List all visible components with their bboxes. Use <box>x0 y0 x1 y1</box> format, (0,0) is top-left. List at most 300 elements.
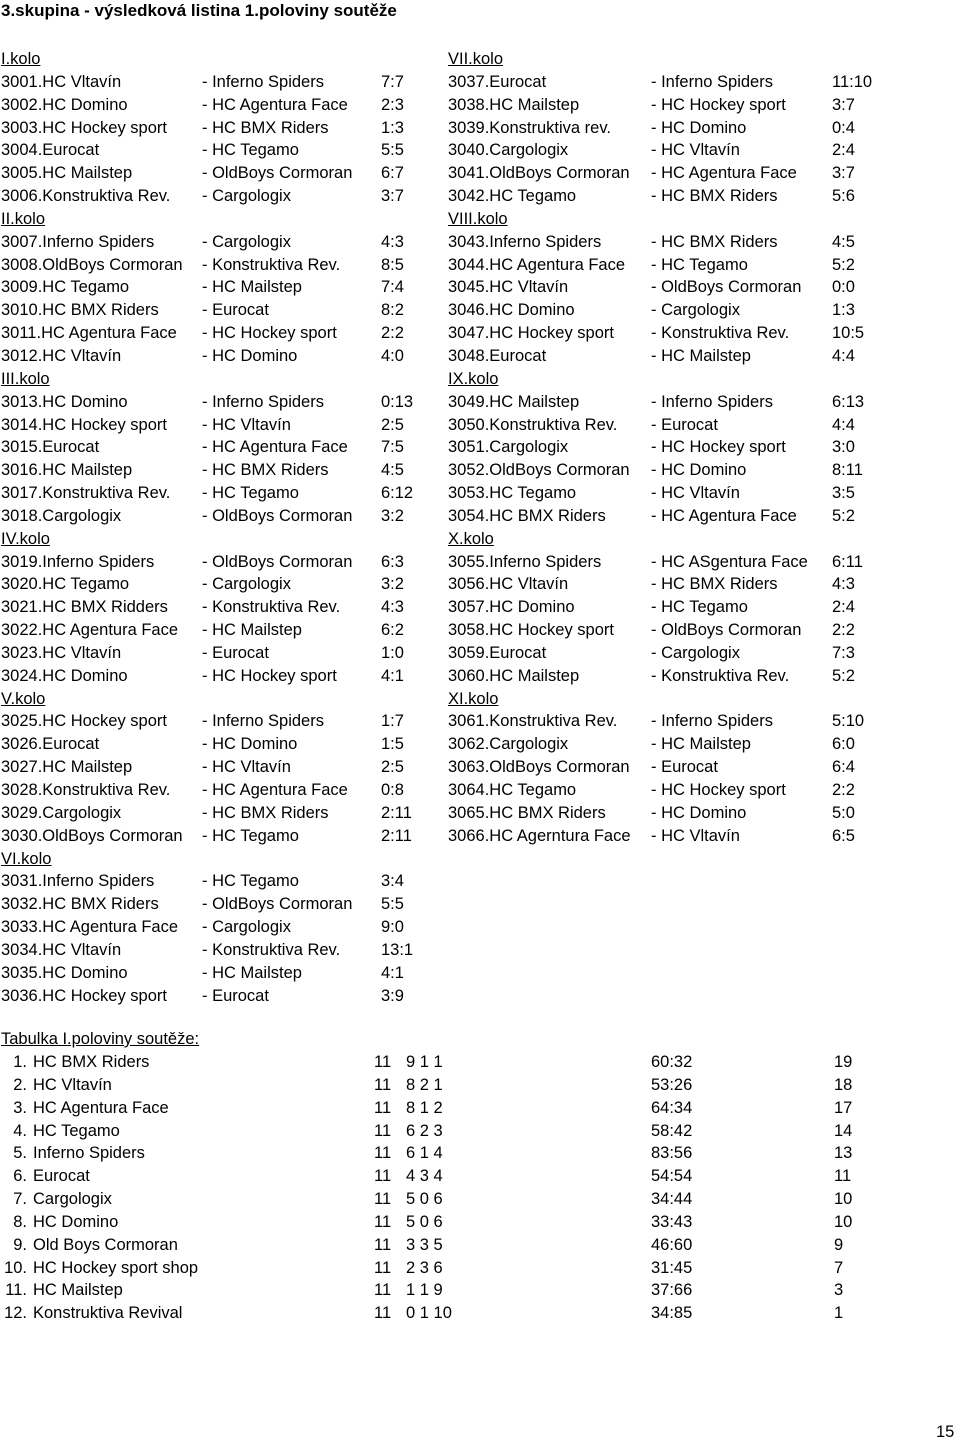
match-score: 4:3 <box>381 598 404 617</box>
match-home-team: 3054.HC BMX Riders <box>448 506 606 525</box>
match-away-team: - HC BMX Riders <box>651 187 778 206</box>
match-away-team: - HC Hockey sport <box>651 95 786 114</box>
standings-goals: 31:45 <box>651 1258 693 1277</box>
match-row <box>1 985 441 1008</box>
match-away-team: - Konstruktiva Rev. <box>202 598 341 617</box>
match-score: 3:2 <box>381 506 404 525</box>
standings-team: HC Tegamo <box>33 1121 120 1140</box>
match-row <box>448 345 908 368</box>
match-row <box>448 505 908 528</box>
match-home-team: 3044.HC Agentura Face <box>448 255 626 274</box>
standings-row <box>0 1279 960 1302</box>
match-away-team: - HC Vltavín <box>202 415 291 434</box>
round-label: VI.kolo <box>1 849 52 868</box>
match-home-team: 3046.HC Domino <box>448 301 575 320</box>
standings-record: 4 3 4 <box>406 1167 443 1186</box>
match-away-team: - OldBoys Cormoran <box>202 506 353 525</box>
match-score: 2:2 <box>832 781 855 799</box>
standings-team: HC Agentura Face <box>33 1098 169 1117</box>
match-away-team: - Inferno Spiders <box>202 392 324 411</box>
match-row <box>1 139 441 162</box>
standings-games: 11 <box>374 1167 392 1186</box>
match-away-team: - Inferno Spiders <box>202 712 324 731</box>
round-label: VIII.kolo <box>448 209 508 228</box>
standings-table <box>0 1051 960 1325</box>
match-home-team: 3056.HC Vltavín <box>448 575 569 594</box>
round-label: V.kolo <box>1 689 46 708</box>
standings-team: Old Boys Cormoran <box>33 1235 178 1254</box>
match-away-team: - HC Tegamo <box>651 255 748 274</box>
match-score: 5:2 <box>832 666 855 685</box>
match-away-team: - Eurocat <box>202 986 269 1005</box>
standings-goals: 33:43 <box>651 1212 693 1231</box>
standings-row <box>0 1188 960 1211</box>
standings-row <box>0 1211 960 1234</box>
standings-team: HC Vltavín <box>33 1075 112 1094</box>
match-row <box>1 71 441 94</box>
match-row <box>448 414 908 437</box>
match-score: 1:7 <box>381 712 404 731</box>
standings-record: 0 1 10 <box>406 1304 452 1323</box>
match-away-team: - HC Mailstep <box>651 735 751 754</box>
match-row <box>448 254 908 277</box>
match-home-team: 3023.HC Vltavín <box>1 643 122 662</box>
match-home-team: 3055.Inferno Spiders <box>448 552 602 571</box>
match-home-team: 3066.HC Agerntura Face <box>448 826 631 845</box>
standings-record: 1 1 9 <box>406 1281 443 1300</box>
match-row <box>1 573 441 596</box>
match-row <box>1 436 441 459</box>
match-score: 2:2 <box>832 621 855 640</box>
match-away-team: - HC Hockey sport <box>202 324 337 343</box>
match-score: 6:11 <box>832 552 863 571</box>
match-away-team: - HC Vltavín <box>651 484 740 503</box>
match-row <box>1 870 441 893</box>
match-home-team: 3038.HC Mailstep <box>448 95 580 114</box>
standings-record: 5 0 6 <box>406 1190 443 1209</box>
standings-games: 11 <box>374 1121 392 1140</box>
match-home-team: 3048.Eurocat <box>448 346 547 365</box>
standings-team: HC BMX Riders <box>33 1053 150 1071</box>
standings-team: Konstruktiva Revival <box>33 1304 183 1323</box>
match-away-team: - Cargologix <box>202 187 291 206</box>
standings-record: 6 1 4 <box>406 1144 443 1163</box>
standings-rank: 11. <box>5 1281 27 1300</box>
standings-goals: 34:44 <box>651 1190 693 1209</box>
match-away-team: - HC Agentura Face <box>202 438 348 457</box>
standings-rank: 4. <box>13 1121 27 1140</box>
match-row <box>448 619 908 642</box>
match-home-team: 3007.Inferno Spiders <box>1 232 155 251</box>
match-row <box>448 94 908 117</box>
match-row <box>448 825 908 848</box>
match-row <box>1 802 441 825</box>
page-title: 3.skupina - výsledková listina 1.poloviny soutěže <box>1 1 397 20</box>
match-home-team: 3019.Inferno Spiders <box>1 552 155 571</box>
match-row <box>1 117 441 140</box>
match-row <box>448 276 908 299</box>
match-score: 6:3 <box>381 552 404 571</box>
match-row <box>1 505 441 528</box>
results-left-column <box>1 48 441 1007</box>
standings-goals: 54:54 <box>651 1167 693 1186</box>
standings-goals: 46:60 <box>651 1235 693 1254</box>
match-row <box>1 710 441 733</box>
round-label: IX.kolo <box>448 369 499 388</box>
match-home-team: 3047.HC Hockey sport <box>448 324 614 343</box>
match-home-team: 3062.Cargologix <box>448 735 569 754</box>
match-away-team: - Cargologix <box>202 918 291 937</box>
match-home-team: 3015.Eurocat <box>1 438 100 457</box>
match-row <box>1 391 441 414</box>
match-away-team: - Konstruktiva Rev. <box>202 255 341 274</box>
standings-team: Cargologix <box>33 1190 112 1209</box>
match-row <box>1 299 441 322</box>
match-away-team: - HC Mailstep <box>202 621 302 640</box>
standings-rank: 8. <box>13 1212 27 1231</box>
match-score: 7:5 <box>381 438 404 457</box>
standings-team: HC Mailstep <box>33 1281 123 1300</box>
match-score: 7:3 <box>832 643 855 662</box>
match-away-team: - HC BMX Riders <box>202 803 329 822</box>
match-home-team: 3033.HC Agentura Face <box>1 918 179 937</box>
match-row <box>1 254 441 277</box>
match-home-team: 3017.Konstruktiva Rev. <box>1 484 171 503</box>
match-row <box>1 231 441 254</box>
match-away-team: - HC Domino <box>202 346 298 365</box>
match-home-team: 3057.HC Domino <box>448 598 575 617</box>
match-score: 5:2 <box>832 255 855 274</box>
standings-points: 14 <box>834 1121 853 1140</box>
match-row <box>448 733 908 756</box>
standings-rank: 7. <box>13 1190 27 1209</box>
match-row <box>1 642 441 665</box>
match-score: 2:11 <box>381 803 412 822</box>
standings-points: 1 <box>834 1304 844 1323</box>
page-number: 15 <box>936 1423 955 1441</box>
match-home-team: 3037.Eurocat <box>448 72 547 91</box>
match-away-team: - OldBoys Cormoran <box>651 278 802 297</box>
match-score: 3:9 <box>381 986 404 1005</box>
match-home-team: 3013.HC Domino <box>1 392 128 411</box>
match-score: 3:4 <box>381 872 404 891</box>
match-score: 1:0 <box>381 643 404 662</box>
match-row <box>1 551 441 574</box>
match-away-team: - HC BMX Riders <box>202 118 329 137</box>
match-row <box>1 939 441 962</box>
match-home-team: 3028.Konstruktiva Rev. <box>1 781 171 799</box>
match-home-team: 3012.HC Vltavín <box>1 346 122 365</box>
match-score: 6:4 <box>832 758 855 777</box>
match-home-team: 3050.Konstruktiva Rev. <box>448 415 618 434</box>
match-score: 5:2 <box>832 506 855 525</box>
match-row <box>1 665 441 688</box>
standings-rank: 1. <box>13 1053 27 1071</box>
match-score: 5:0 <box>832 803 855 822</box>
standings-rank: 3. <box>13 1098 27 1117</box>
match-row <box>1 825 441 848</box>
standings-games: 11 <box>374 1190 392 1209</box>
match-row <box>1 276 441 299</box>
match-row <box>1 162 441 185</box>
match-row <box>448 117 908 140</box>
match-score: 7:4 <box>381 278 404 297</box>
match-home-team: 3018.Cargologix <box>1 506 122 525</box>
standings-record: 9 1 1 <box>406 1053 443 1071</box>
match-score: 8:2 <box>381 301 404 320</box>
match-score: 3:7 <box>832 164 855 183</box>
standings-rank: 12. <box>4 1304 27 1323</box>
match-away-team: - HC Mailstep <box>202 963 302 982</box>
match-row <box>448 71 908 94</box>
match-score: 8:5 <box>381 255 404 274</box>
match-row <box>1 322 441 345</box>
standings-row <box>0 1097 960 1120</box>
match-home-team: 3041.OldBoys Cormoran <box>448 164 630 183</box>
match-row <box>1 893 441 916</box>
standings-record: 2 3 6 <box>406 1258 443 1277</box>
match-home-team: 3032.HC BMX Riders <box>1 895 159 914</box>
match-row <box>448 779 908 802</box>
standings-games: 11 <box>374 1212 392 1231</box>
match-away-team: - HC Agentura Face <box>202 95 348 114</box>
match-score: 4:4 <box>832 415 855 434</box>
match-row <box>448 436 908 459</box>
match-away-team: - Cargologix <box>651 301 740 320</box>
match-away-team: - OldBoys Cormoran <box>202 895 353 914</box>
match-row <box>448 185 908 208</box>
match-away-team: - HC Vltavín <box>651 826 740 845</box>
match-row <box>1 779 441 802</box>
match-home-team: 3053.HC Tegamo <box>448 484 577 503</box>
match-row <box>1 345 441 368</box>
match-home-team: 3005.HC Mailstep <box>1 164 133 183</box>
match-score: 3:7 <box>381 187 404 206</box>
match-away-team: - HC Agentura Face <box>202 781 348 799</box>
match-home-team: 3008.OldBoys Cormoran <box>1 255 183 274</box>
match-away-team: - Inferno Spiders <box>202 72 324 91</box>
match-home-team: 3045.HC Vltavín <box>448 278 569 297</box>
standings-games: 11 <box>374 1304 392 1323</box>
match-score: 1:3 <box>381 118 404 137</box>
match-row <box>448 299 908 322</box>
match-away-team: - HC Domino <box>202 735 298 754</box>
standings-points: 13 <box>834 1144 853 1163</box>
match-away-team: - Cargologix <box>651 643 740 662</box>
match-away-team: - Cargologix <box>202 575 291 594</box>
match-away-team: - Konstruktiva Rev. <box>651 666 790 685</box>
standings-goals: 60:32 <box>651 1053 693 1071</box>
match-score: 5:6 <box>832 187 855 206</box>
standings-record: 8 1 2 <box>406 1098 443 1117</box>
match-score: 6:12 <box>381 484 414 503</box>
match-row <box>1 916 441 939</box>
match-score: 2:2 <box>381 324 404 343</box>
match-row <box>448 596 908 619</box>
standings-row <box>0 1302 960 1325</box>
standings-points: 18 <box>834 1075 853 1094</box>
standings-games: 11 <box>374 1258 392 1277</box>
match-home-team: 3024.HC Domino <box>1 666 128 685</box>
match-away-team: - OldBoys Cormoran <box>202 552 353 571</box>
standings-points: 7 <box>834 1258 844 1277</box>
standings-team: Inferno Spiders <box>33 1144 145 1163</box>
match-home-team: 3064.HC Tegamo <box>448 781 577 799</box>
round-label: X.kolo <box>448 529 494 548</box>
match-score: 0:8 <box>381 781 404 799</box>
match-score: 11:10 <box>832 72 873 91</box>
match-score: 4:0 <box>381 346 404 365</box>
standings-rank: 9. <box>13 1235 27 1254</box>
match-row <box>448 665 908 688</box>
standings-games: 11 <box>374 1053 392 1071</box>
match-score: 1:5 <box>381 735 404 754</box>
match-score: 2:5 <box>381 758 404 777</box>
match-away-team: - HC Hockey sport <box>651 438 786 457</box>
match-home-team: 3052.OldBoys Cormoran <box>448 461 630 480</box>
match-score: 5:10 <box>832 712 865 731</box>
match-row <box>448 391 908 414</box>
match-home-team: 3009.HC Tegamo <box>1 278 130 297</box>
match-home-team: 3065.HC BMX Riders <box>448 803 606 822</box>
match-away-team: - HC BMX Riders <box>651 575 778 594</box>
standings-record: 8 2 1 <box>406 1075 443 1094</box>
match-home-team: 3042.HC Tegamo <box>448 187 577 206</box>
round-label: II.kolo <box>1 209 46 228</box>
match-score: 3:0 <box>832 438 855 457</box>
match-score: 5:5 <box>381 141 404 160</box>
match-away-team: - HC Mailstep <box>651 346 751 365</box>
match-home-team: 3035.HC Domino <box>1 963 128 982</box>
round-label: III.kolo <box>1 369 50 388</box>
standings-rank: 10. <box>4 1258 27 1277</box>
match-score: 13:1 <box>381 940 414 959</box>
standings-games: 11 <box>374 1098 392 1117</box>
match-away-team: - HC Vltavín <box>202 758 291 777</box>
standings-rank: 5. <box>13 1144 27 1163</box>
match-score: 4:5 <box>832 232 855 251</box>
standings-row <box>0 1234 960 1257</box>
match-home-team: 3036.HC Hockey sport <box>1 986 167 1005</box>
match-home-team: 3059.Eurocat <box>448 643 547 662</box>
standings-team: HC Hockey sport shop <box>33 1258 199 1277</box>
match-away-team: - HC BMX Riders <box>202 461 329 480</box>
match-away-team: - Eurocat <box>202 643 269 662</box>
match-home-team: 3029.Cargologix <box>1 803 122 822</box>
match-score: 2:4 <box>832 141 855 160</box>
match-score: 4:3 <box>832 575 855 594</box>
match-away-team: - HC Domino <box>651 803 747 822</box>
match-home-team: 3001.HC Vltavín <box>1 72 122 91</box>
match-home-team: 3043.Inferno Spiders <box>448 232 602 251</box>
standings-record: 6 2 3 <box>406 1121 443 1140</box>
standings-goals: 83:56 <box>651 1144 693 1163</box>
match-away-team: - HC Tegamo <box>202 872 299 891</box>
standings-row <box>0 1120 960 1143</box>
match-score: 9:0 <box>381 918 404 937</box>
match-away-team: - HC BMX Riders <box>651 232 778 251</box>
match-score: 4:5 <box>381 461 404 480</box>
match-score: 2:3 <box>381 95 404 114</box>
standings-record: 3 3 5 <box>406 1235 443 1254</box>
match-home-team: 3004.Eurocat <box>1 141 100 160</box>
match-score: 3:5 <box>832 484 855 503</box>
match-away-team: - HC Tegamo <box>651 598 748 617</box>
match-home-team: 3011.HC Agentura Face <box>1 324 177 343</box>
standings-points: 10 <box>834 1190 853 1209</box>
standings-goals: 58:42 <box>651 1121 693 1140</box>
standings-row <box>0 1257 960 1280</box>
standings-rank: 2. <box>13 1075 27 1094</box>
match-away-team: - Inferno Spiders <box>651 712 773 731</box>
match-score: 4:4 <box>832 346 855 365</box>
match-score: 4:3 <box>381 232 404 251</box>
match-score: 3:7 <box>832 95 855 114</box>
match-away-team: - Konstruktiva Rev. <box>651 324 790 343</box>
match-home-team: 3006.Konstruktiva Rev. <box>1 187 171 206</box>
standings-goals: 34:85 <box>651 1304 693 1323</box>
match-score: 6:13 <box>832 392 865 411</box>
standings-points: 10 <box>834 1212 853 1231</box>
standings-points: 17 <box>834 1098 853 1117</box>
match-score: 3:2 <box>381 575 404 594</box>
standings-games: 11 <box>374 1235 392 1254</box>
match-away-team: - HC Agentura Face <box>651 506 797 525</box>
match-away-team: - HC Tegamo <box>202 826 299 845</box>
standings-goals: 64:34 <box>651 1098 693 1117</box>
standings-games: 11 <box>374 1144 392 1163</box>
match-home-team: 3022.HC Agentura Face <box>1 621 179 640</box>
match-away-team: - Inferno Spiders <box>651 392 773 411</box>
match-score: 2:4 <box>832 598 855 617</box>
match-home-team: 3021.HC BMX Ridders <box>1 598 168 617</box>
match-row <box>448 802 908 825</box>
match-row <box>448 459 908 482</box>
match-score: 4:1 <box>381 666 404 685</box>
round-label: VII.kolo <box>448 50 504 68</box>
standings-title: Tabulka I.poloviny soutěže: <box>1 1030 200 1048</box>
match-score: 5:5 <box>381 895 404 914</box>
match-row <box>448 551 908 574</box>
standings-team: HC Domino <box>33 1212 119 1231</box>
match-home-team: 3020.HC Tegamo <box>1 575 130 594</box>
match-away-team: - HC Agentura Face <box>651 164 797 183</box>
match-row <box>1 756 441 779</box>
match-score: 0:4 <box>832 118 855 137</box>
standings-points: 3 <box>834 1281 844 1300</box>
match-row <box>448 573 908 596</box>
match-away-team: - HC Mailstep <box>202 278 302 297</box>
match-row <box>1 596 441 619</box>
match-score: 2:11 <box>381 826 412 845</box>
match-home-team: 3025.HC Hockey sport <box>1 712 167 731</box>
standings-games: 11 <box>374 1075 392 1094</box>
standings-games: 11 <box>374 1281 392 1300</box>
match-row <box>448 322 908 345</box>
standings-row <box>0 1142 960 1165</box>
match-home-team: 3060.HC Mailstep <box>448 666 580 685</box>
match-row <box>448 482 908 505</box>
match-away-team: - HC Tegamo <box>202 141 299 160</box>
match-away-team: - Konstruktiva Rev. <box>202 940 341 959</box>
match-row <box>448 642 908 665</box>
round-label: XI.kolo <box>448 689 499 708</box>
round-label: IV.kolo <box>1 529 50 548</box>
match-home-team: 3016.HC Mailstep <box>1 461 133 480</box>
match-score: 6:7 <box>381 164 404 183</box>
match-away-team: - Cargologix <box>202 232 291 251</box>
standings-points: 9 <box>834 1235 844 1254</box>
